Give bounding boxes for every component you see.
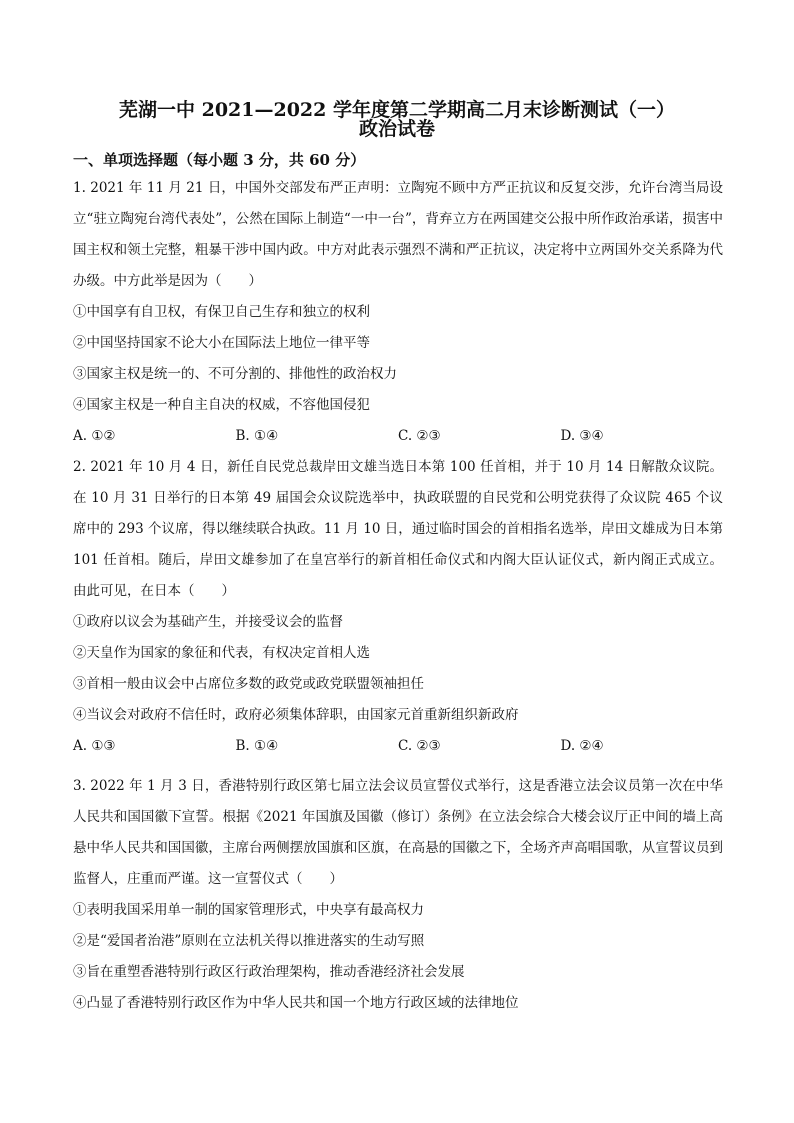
question-option: ①政府以议会为基础产生，并接受议会的监督 xyxy=(73,614,343,630)
question-option: ③国家主权是统一的、不可分割的、排他性的政治权力 xyxy=(73,366,397,382)
section-heading: 一、单项选择题（每小题 3 分，共 60 分） xyxy=(73,151,366,169)
answer-choices xyxy=(73,731,723,762)
question-stem: 2. 2021 年 10 月 4 日，新任自民党总裁岸田文雄当选日本第 100 任首相，并于 10 月 14 日解散众议院。在 10 月 31 日举行的日本第 49 届国会众议院选举中，执政联盟的自民党和公明党获得了众议院 465 个议席中的 293 个议席，得以继续联合执政。11 月 10 日，通过临时国会的首相指名选举，岸田文雄成为日本第 101 任首相。随后，岸田文雄参加了在皇宫举行的新首相任命仪式和内阁大臣认证仪式，新内阁正式成立。由此可见，在日本（ ） xyxy=(73,459,723,599)
choice-d: D. ②④ xyxy=(560,738,604,754)
choice-b: B. ①④ xyxy=(235,428,279,444)
choice-c: C. ②③ xyxy=(398,738,441,754)
question-stem: 1. 2021 年 11 月 21 日，中国外交部发布严正声明：立陶宛不顾中方严正抗议和反复交涉，允许台湾当局设立“驻立陶宛台湾代表处”，公然在国际上制造“一中一台”，背弃立方在两国建交公报中所作政治承诺，损害中国主权和领土完整，粗暴干涉中国内政。中方对此表示强烈不满和严正抗议，决定将中立两国外交关系降为代办级。中方此举是因为（ ） xyxy=(73,180,723,289)
question-option: ②中国坚持国家不论大小在国际法上地位一律平等 xyxy=(73,335,370,351)
question-3 xyxy=(73,771,723,1019)
question-option: ④国家主权是一种自主自决的权威，不容他国侵犯 xyxy=(73,397,370,413)
question-option: ②是“爱国者治港”原则在立法机关得以推进落实的生动写照 xyxy=(73,933,425,949)
page-title: 芜湖一中 2021—2022 学年度第二学期高二月末诊断测试（一） xyxy=(119,99,675,121)
question-option: ①中国享有自卫权，有保卫自己生存和独立的权利 xyxy=(73,304,370,320)
choice-d: D. ③④ xyxy=(560,428,604,444)
page-subtitle: 政治试卷 xyxy=(358,118,435,140)
question-option: ③首相一般由议会中占席位多数的政党或政党联盟领袖担任 xyxy=(73,676,424,692)
question-option: ④凸显了香港特别行政区作为中华人民共和国一个地方行政区域的法律地位 xyxy=(73,995,519,1011)
question-option: ②天皇作为国家的象征和代表，有权决定首相人选 xyxy=(73,645,370,661)
questions-body xyxy=(73,173,723,1019)
question-option: ④当议会对政府不信任时，政府必须集体辞职，由国家元首重新组织新政府 xyxy=(73,707,519,723)
choice-a: A. ①③ xyxy=(73,738,116,754)
choice-a: A. ①② xyxy=(73,428,116,444)
question-option: ①表明我国采用单一制的国家管理形式，中央享有最高权力 xyxy=(73,902,424,918)
question-option: ③旨在重塑香港特别行政区行政治理架构，推动香港经济社会发展 xyxy=(73,964,465,980)
question-2 xyxy=(73,452,723,762)
answer-choices xyxy=(73,421,723,452)
question-1 xyxy=(73,173,723,452)
choice-b: B. ①④ xyxy=(235,738,279,754)
choice-c: C. ②③ xyxy=(398,428,441,444)
question-stem: 3. 2022 年 1 月 3 日，香港特别行政区第七届立法会议员宣誓仪式举行，这是香港立法会议员第一次在中华人民共和国国徽下宣誓。根据《2021 年国旗及国徽（修订）条例》在立法会综合大楼会议厅正中间的墙上高悬中华人民共和国国徽，主席台两侧摆放国旗和区旗，在高悬的国徽之下，全场齐声高唱国歌，从宣誓议员到监督人，庄重而严谨。这一宣誓仪式（ ） xyxy=(73,778,723,887)
